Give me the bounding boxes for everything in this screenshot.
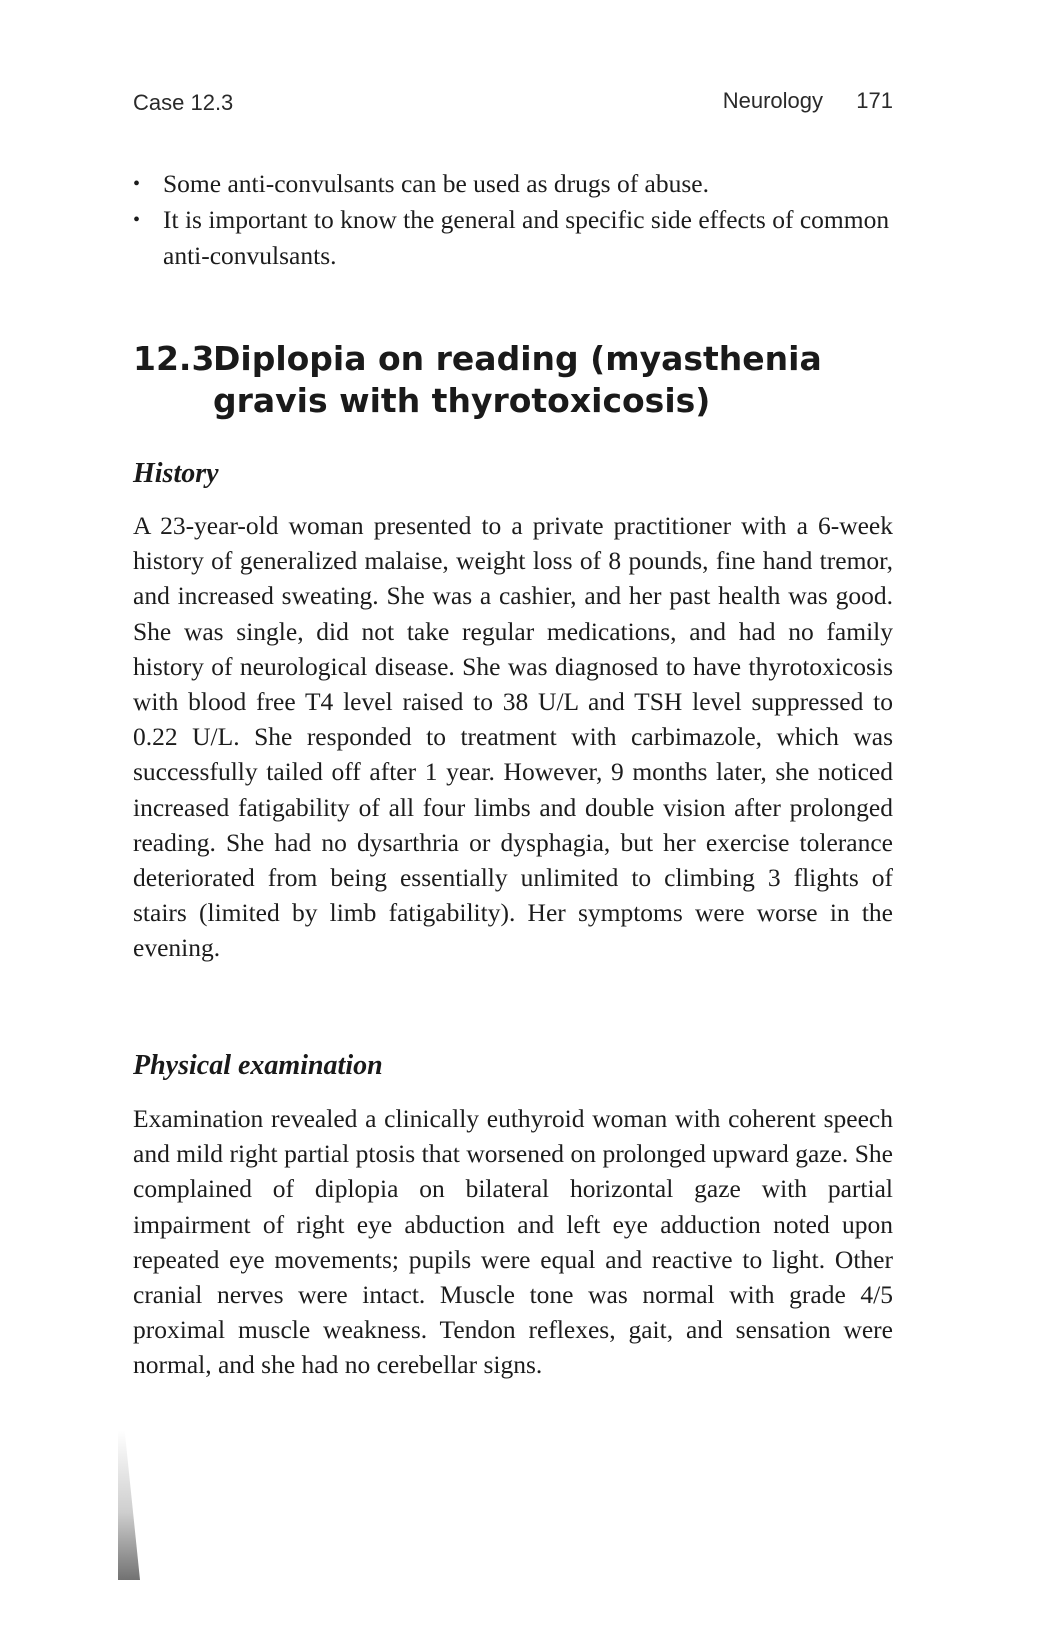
section-heading: [133, 338, 903, 422]
section-title: Diplopia on reading (myasthenia gravis with thyrotoxicosis): [213, 339, 822, 420]
page-number: 171: [856, 88, 893, 113]
list-item: [133, 166, 893, 202]
bullet-icon: •: [133, 209, 141, 231]
history-heading: History: [133, 458, 219, 489]
page-edge-shadow: [118, 1430, 140, 1580]
physical-examination-heading: Physical examination: [133, 1050, 383, 1081]
physical-examination-paragraph: Examination revealed a clinically euthyroid woman with coherent speech and mild right partial ptosis that worsened on prolonged upward gaze. She complained of diplopia on bilateral horizontal gaze with partial impairment of right eye abduction and left eye adduction noted upon repeated eye movements; pupils were equal and reactive to light. Other cranial nerves were intact. Muscle tone was normal with grade 4/5 proximal muscle weakness. Tendon reflexes, gait, and sensation were normal, and she had no cerebellar signs.: [133, 1104, 893, 1380]
section-number: 12.3: [133, 339, 215, 378]
history-paragraph: A 23-year-old woman presented to a private practitioner with a 6-week history of generalized malaise, weight loss of 8 pounds, fine hand tremor, and increased sweating. She was a cashier, and her past health was good. She was single, did not take regular medications, and had no family history of neurological disease. She was diagnosed to have thyrotoxicosis with blood free T4 level raised to 38 U/L and TSH level suppressed to 0.22 U/L. She responded to treatment with carbimazole, which was successfully tailed off after 1 year. However, 9 months later, she noticed increased fatigability of all four limbs and double vision after prolonged reading. She had no dysarthria or dysphagia, but her exercise tolerance deteriorated from being essentially unlimited to climbing 3 flights of stairs (limited by limb fatigability). Her symptoms were worse in the evening.: [133, 511, 893, 963]
case-label: Case 12.3: [133, 90, 234, 115]
bullet-text: Some anti-convulsants can be used as drugs of abuse.: [163, 169, 709, 198]
running-head-section: Neurology: [722, 88, 823, 113]
running-head: [133, 88, 893, 120]
bullet-icon: •: [133, 173, 141, 195]
bullet-text: It is important to know the general and specific side effects of common anti-convulsants.: [163, 205, 890, 270]
list-item: [133, 202, 893, 274]
bullet-list: [133, 166, 893, 274]
